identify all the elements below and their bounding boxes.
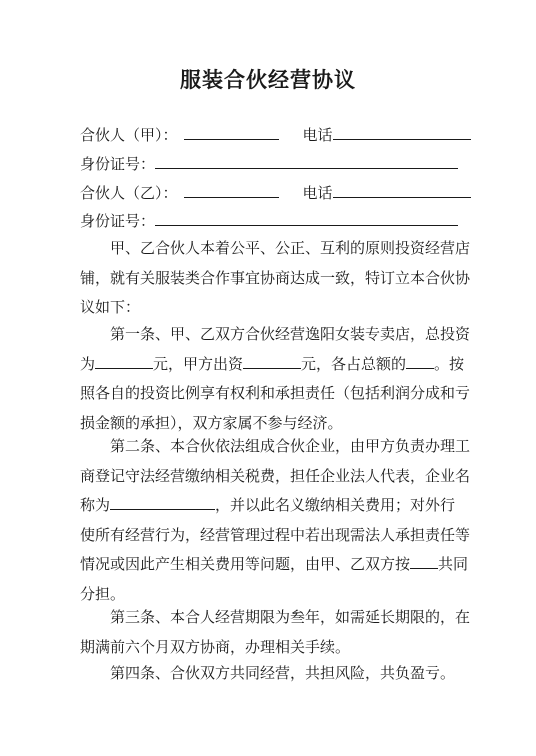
intro-line: 铺，就有关服装类合作事宜协商达成一致，特订立本合伙协 [80,268,471,287]
article-2-line [80,491,460,521]
partner-b-row [80,182,471,203]
article-1-line: 照各自的投资比例享有权利和承担责任（包括利润分成和亏 [80,384,471,402]
intro-line: 议如下： [80,298,141,316]
partner-a-id-row [80,153,458,174]
text-segment: 情况或因此产生相关费用等问题，由甲、乙双方按 [80,555,411,573]
intro-paragraph [80,234,471,323]
article-1-line: 损金额的承担），双方家属不参与经济。 [80,413,343,432]
article-3 [80,603,471,662]
text-segment: 共同 [438,555,469,573]
partner-b-label: 合伙人（乙）： [80,184,178,202]
text-segment: 为 [80,354,96,373]
article-3-line: 第三条、本合人经营期限为叁年，如需延长期限的，在 [110,608,471,626]
text-segment: 元，甲方出资 [153,354,244,373]
article-1 [80,320,471,438]
partner-b-phone-field[interactable] [333,182,471,198]
company-name-field[interactable] [110,494,215,510]
partner-a-phone-field[interactable] [333,124,471,140]
partner-a-id-label: 身份证号： [80,155,156,173]
total-investment-field[interactable] [95,353,153,369]
document-title: 服装合伙经营协议 [180,68,356,92]
partner-a-phone-label: 电话 [302,126,333,144]
article-2-line: 商登记守法经营缴纳相关税费，担任企业法人代表，企业名 [80,466,471,485]
article-4-line: 第四条、合伙双方共同经营，共担风险，共负盈亏。 [110,664,456,682]
article-1-line [80,350,465,380]
partner-a-name-field[interactable] [184,124,279,140]
text-segment: ，并以此名义缴纳相关费用；对外行 [215,496,456,514]
article-2 [80,432,471,609]
article-2-line: 使所有经营行为，经营管理过程中若出现需法人承担责任等 [80,525,471,544]
partner-a-id-field[interactable] [155,153,458,169]
article-2-line [80,550,469,580]
share-percent-field[interactable] [406,353,434,369]
article-3-line: 期满前六个月双方协商，办理相关手续。 [80,637,351,656]
cost-ratio-field[interactable] [410,553,438,569]
article-1-line: 第一条、甲、乙双方合伙经营逸阳女装专卖店，总投资 [110,325,471,343]
article-2-line: 第二条、本合伙依法组成合伙企业，由甲方负责办理工 [110,437,471,455]
partner-a-row [80,124,471,145]
text-segment: 元，各占总额的 [301,354,407,373]
party-a-investment-field[interactable] [243,353,301,369]
partner-a-label: 合伙人（甲）： [80,126,178,144]
partner-b-id-field[interactable] [155,210,458,226]
partner-b-name-field[interactable] [184,182,279,198]
partner-b-id-row [80,210,458,231]
article-4 [80,659,460,689]
text-segment: 称为 [80,496,111,514]
intro-line: 甲、乙合伙人本着公平、公正、互利的原则投资经营店 [110,239,471,257]
text-segment: 。按 [434,354,465,373]
partner-b-id-label: 身份证号： [80,212,156,230]
article-2-line: 分担。 [80,584,126,603]
partner-b-phone-label: 电话 [302,184,333,202]
